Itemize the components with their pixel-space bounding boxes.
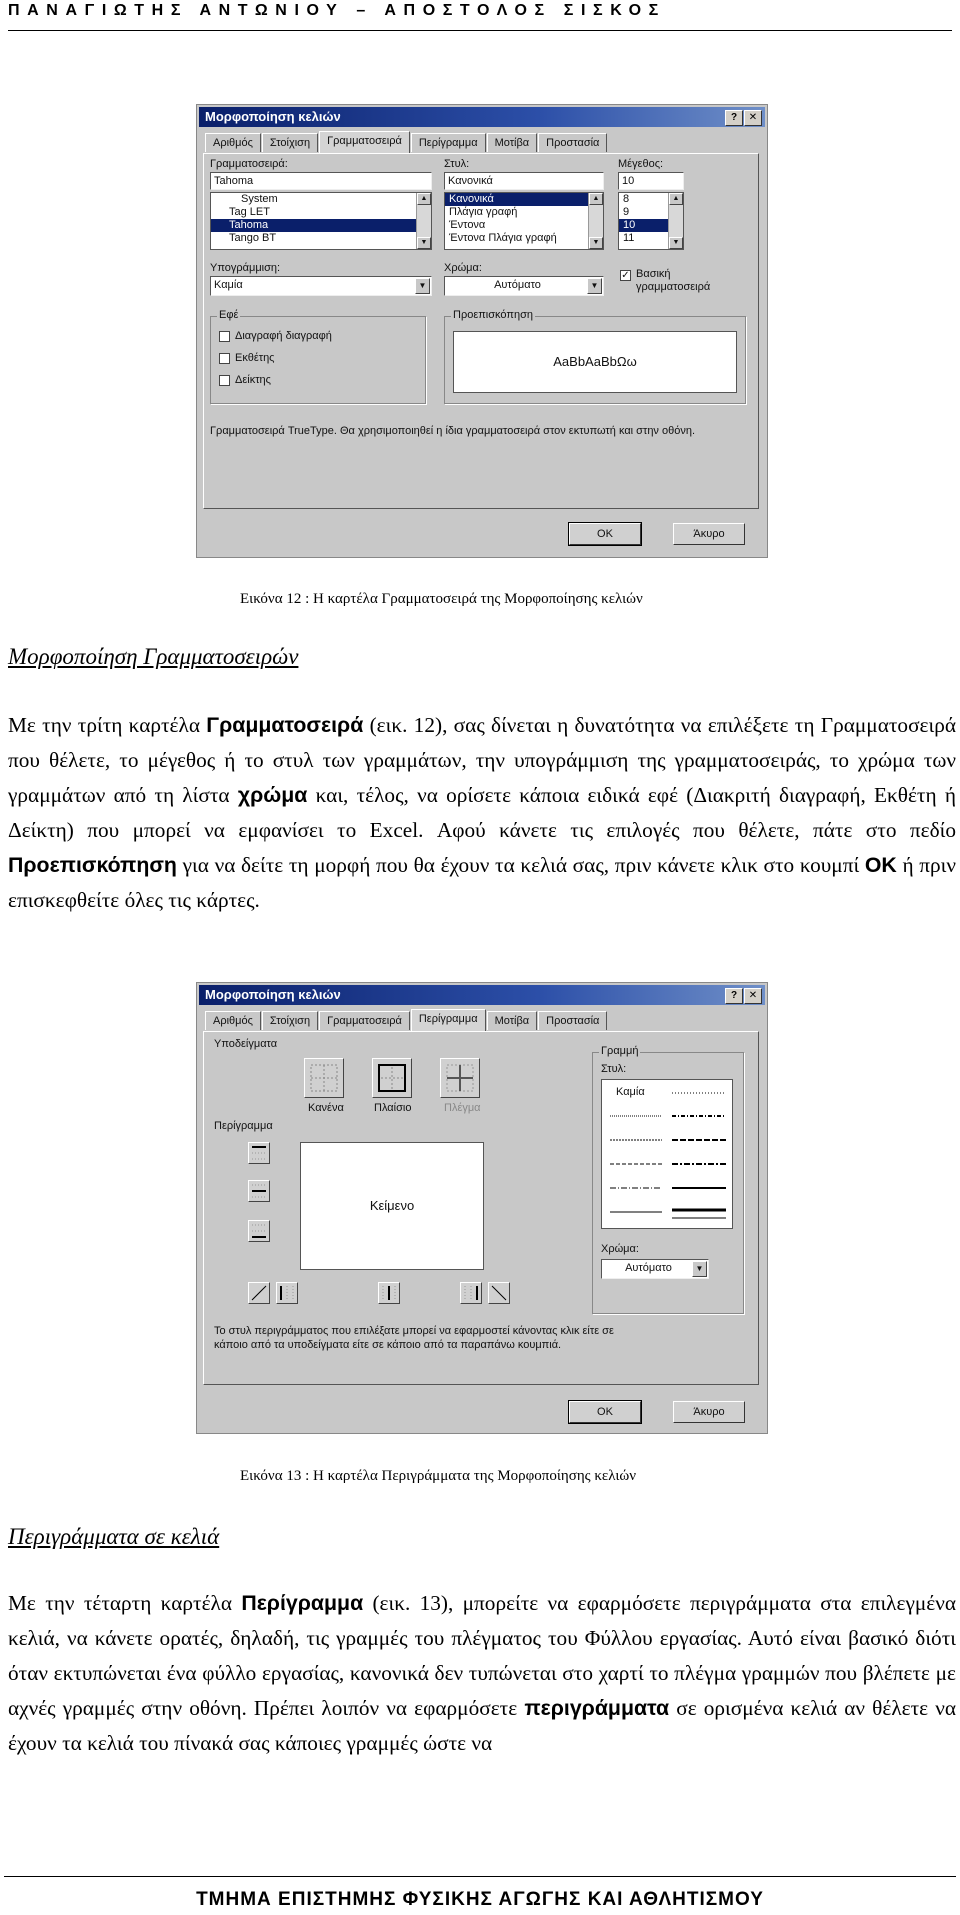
tab-strip — [205, 133, 608, 153]
text-run: Με την τρίτη καρτέλα — [8, 713, 207, 737]
chevron-down-icon[interactable]: ▼ — [587, 278, 602, 294]
border-left-button[interactable] — [276, 1282, 298, 1304]
diagonal-up-icon — [249, 1283, 269, 1303]
preset-inside-label: Πλέγμα — [444, 1102, 481, 1114]
close-icon[interactable]: ✕ — [744, 110, 762, 126]
scrollbar[interactable] — [416, 193, 431, 249]
chevron-down-icon[interactable]: ▼ — [415, 278, 430, 294]
size-label: Μέγεθος: — [618, 158, 664, 170]
font-input[interactable]: Tahoma — [210, 172, 432, 190]
text-run: (εικ. 12), σας δίνεται η δυνατότητα να επιλέξετε τη Γραμματοσειρά που θέλετε, το μέγεθος ή το στυλ των γραμμάτων, την υπογράμμιση της γραμματοσειράς, το χρώμα των γραμμάτων από τη λίστα — [8, 713, 957, 807]
style-label: Στυλ: — [444, 158, 470, 170]
border-top-button[interactable] — [248, 1142, 270, 1164]
text-run: και, τέλος, να ορίσετε κάποια ειδικά εφέ (Διακριτή διαγραφή, Εκθέτη ή Δείκτη) που μπορεί να εμφανίσει το Excel. Αφού κάνετε τις επιλογές που θέλετε, πάτε στο πεδίο — [8, 783, 956, 842]
bold-term: OK — [864, 853, 897, 877]
text-run: (εικ. 13), μπορείτε να εφαρμόσετε περιγράμματα στα επιλεγμένα κελιά, να κάνετε ορατές, δηλαδή, τις γραμμές του πλέγματος του Φύλλου εργασίας. Αυτό είναι βασικό διότι όταν εκτυπώνεται ένα φύλλο εργασίας, κανονικά δεν τυπώνεται στο χαρτί το πλέγμα γραμμών που βλέπετε με αχνές γραμμές στην οθόνη. Πρέπει λοιπόν να εφαρμόσετε — [8, 1591, 956, 1720]
paragraph-borders — [8, 1586, 956, 1761]
dialog-title: Μορφοποίηση κελιών — [205, 987, 341, 1002]
help-icon[interactable]: ? — [725, 988, 743, 1004]
preview-group — [444, 309, 746, 404]
list-item[interactable]: Έντονα Πλάγια γραφή — [449, 232, 557, 244]
tab-alignment[interactable]: Στοίχιση — [262, 133, 318, 152]
font-preview: AaBbAaBbΩω — [453, 331, 737, 393]
list-item-selected[interactable]: Κανονικά — [445, 193, 603, 206]
list-item[interactable]: 8 — [623, 193, 630, 205]
effects-label: Εφέ — [219, 309, 239, 321]
ok-button[interactable]: OK — [569, 523, 641, 545]
border-label: Περίγραμμα — [214, 1120, 273, 1132]
tab-font[interactable]: Γραμματοσειρά — [319, 1011, 410, 1030]
scroll-down-icon[interactable]: ▼ — [417, 237, 431, 249]
line-style-list[interactable] — [601, 1079, 733, 1229]
tab-border[interactable]: Περίγραμμα — [411, 1009, 486, 1031]
preset-outline-icon — [373, 1059, 411, 1097]
header-rule — [8, 30, 952, 31]
text-run: σε ορισμένα κελιά αν θέλετε να έχουν τα κελιά του πίνακά σας κάποιες γραμμές ώστε να — [8, 1696, 956, 1755]
color-label: Χρώμα: — [444, 262, 482, 274]
subscript-label: Δείκτης — [235, 374, 271, 386]
border-top-icon — [249, 1143, 269, 1163]
preset-inside-button[interactable] — [440, 1058, 480, 1098]
preview-label: Προεπισκόπηση — [453, 309, 533, 321]
size-listbox[interactable] — [618, 192, 684, 250]
border-bottom-icon — [249, 1221, 269, 1241]
tab-protection[interactable]: Προστασία — [538, 133, 607, 152]
border-bottom-button[interactable] — [248, 1220, 270, 1242]
scroll-up-icon[interactable]: ▲ — [669, 193, 683, 205]
underline-dropdown[interactable] — [210, 276, 432, 296]
tab-protection[interactable]: Προστασία — [538, 1011, 607, 1030]
line-color-value: Αυτόματο — [625, 1262, 672, 1274]
text-run: Με την τέταρτη καρτέλα — [8, 1591, 242, 1615]
border-info-text: Το στυλ περιγράμματος που επιλέξατε μπορεί να εφαρμοστεί κάνοντας κλικ είτε σε κάποιο από τα υποδείγματα είτε σε κάποιο από τα παραπάνω κουμπιά. — [214, 1325, 614, 1351]
chevron-down-icon[interactable]: ▼ — [692, 1261, 707, 1277]
bold-term: χρώμα — [237, 783, 308, 807]
border-middle-icon — [249, 1181, 269, 1201]
bold-term: Γραμματοσειρά — [206, 713, 364, 737]
border-center-button[interactable] — [378, 1282, 400, 1304]
bold-term: Προεπισκόπηση — [8, 853, 177, 877]
style-listbox[interactable] — [444, 192, 604, 250]
cancel-button[interactable]: Άκυρο — [673, 1401, 745, 1423]
effects-group — [210, 309, 426, 404]
tab-patterns[interactable]: Μοτίβα — [487, 1011, 538, 1030]
superscript-label: Εκθέτης — [235, 352, 275, 364]
list-item[interactable]: 11 — [623, 232, 635, 244]
font-listbox[interactable] — [210, 192, 432, 250]
border-right-icon — [461, 1283, 481, 1303]
tab-font[interactable]: Γραμματοσειρά — [319, 131, 410, 153]
border-preview-text: Κείμενο — [369, 1198, 415, 1213]
figure-13-dialog — [196, 982, 768, 1434]
border-left-icon — [277, 1283, 297, 1303]
cancel-button[interactable]: Άκυρο — [673, 523, 745, 545]
scroll-up-icon[interactable]: ▲ — [589, 193, 603, 205]
preset-none-label: Κανένα — [308, 1102, 344, 1114]
close-icon[interactable]: ✕ — [744, 988, 762, 1004]
tab-border[interactable]: Περίγραμμα — [411, 133, 486, 152]
border-preview[interactable] — [300, 1142, 484, 1270]
strikethrough-label: Διαγραφή διαγραφή — [235, 330, 332, 342]
footer-rule — [4, 1876, 956, 1877]
section-heading-fonts: Μορφοποίηση Γραμματοσειρών — [8, 644, 299, 669]
running-header: ΠΑΝΑΓΙΩΤΗΣ ΑΝΤΩΝΙΟΥ – ΑΠΟΣΤΟΛΟΣ ΣΙΣΚΟΣ — [8, 2, 666, 19]
style-input[interactable]: Κανονικά — [444, 172, 604, 190]
presets-label: Υποδείγματα — [214, 1038, 278, 1050]
border-tab-panel — [203, 1031, 759, 1385]
border-diag-down-button[interactable] — [488, 1282, 510, 1304]
underline-label: Υπογράμμιση: — [210, 262, 281, 274]
list-item-selected[interactable]: 10 — [619, 219, 683, 232]
line-styles-swatches — [602, 1080, 732, 1230]
help-icon[interactable]: ? — [725, 110, 743, 126]
line-color-label: Χρώμα: — [601, 1243, 639, 1255]
border-diag-up-button[interactable] — [248, 1282, 270, 1304]
bold-term: περιγράμματα — [524, 1696, 670, 1720]
figure-12-caption: Εικόνα 12 : Η καρτέλα Γραμματοσειρά της Μορφοποίησης κελιών — [240, 591, 643, 607]
tab-patterns[interactable]: Μοτίβα — [487, 133, 538, 152]
scroll-down-icon[interactable]: ▼ — [589, 237, 603, 249]
list-item[interactable]: Πλάγια γραφή — [449, 206, 518, 218]
line-group — [592, 1045, 744, 1314]
superscript-checkbox[interactable] — [219, 353, 230, 364]
scrollbar[interactable] — [588, 193, 603, 249]
bold-term: Περίγραμμα — [241, 1591, 364, 1615]
strikethrough-checkbox[interactable] — [219, 331, 230, 342]
list-item[interactable]: System — [241, 193, 278, 205]
tab-strip — [205, 1011, 608, 1031]
list-item[interactable]: Tango BT — [229, 232, 277, 244]
border-middle-button[interactable] — [248, 1180, 270, 1202]
figure-12-dialog — [196, 104, 768, 558]
line-label: Γραμμή — [601, 1045, 639, 1057]
figure-13-caption: Εικόνα 13 : Η καρτέλα Περιγράμματα της Μορφοποίησης κελιών — [240, 1468, 637, 1484]
line-style-label: Στυλ: — [601, 1063, 627, 1075]
underline-value: Καμία — [214, 279, 243, 291]
preset-inside-icon — [441, 1059, 479, 1097]
font-info-text: Γραμματοσειρά TrueType. Θα χρησιμοποιηθεί η ίδια γραμματοσειρά στον εκτυπωτή και στην οθόνη. — [210, 425, 696, 437]
size-input[interactable]: 10 — [618, 172, 684, 190]
normal-font-checkbox[interactable]: ✓ — [621, 270, 630, 281]
border-right-button[interactable] — [460, 1282, 482, 1304]
dialog-titlebar — [199, 985, 765, 1005]
color-value: Αυτόματο — [494, 279, 541, 291]
list-item-selected[interactable]: Tahoma — [211, 219, 431, 232]
text-run: για να δείτε τη μορφή που θα έχουν τα κελιά σας, πριν κάνετε κλικ στο κουμπί — [176, 853, 865, 877]
dialog-title: Μορφοποίηση κελιών — [205, 109, 341, 124]
footer-department: ΤΜΗΜΑ ΕΠΙΣΤΗΜΗΣ ΦΥΣΙΚΗΣ ΑΓΩΓΗΣ ΚΑΙ ΑΘΛΗΤΙΣΜΟΥ — [196, 1889, 764, 1910]
diagonal-down-icon — [489, 1283, 509, 1303]
tab-alignment[interactable]: Στοίχιση — [262, 1011, 318, 1030]
tab-number[interactable]: Αριθμός — [205, 133, 261, 152]
text-run: ή πριν επισκεφθείτε όλες τις κάρτες. — [8, 853, 956, 912]
preset-outline-button[interactable] — [372, 1058, 412, 1098]
line-color-dropdown[interactable] — [601, 1259, 709, 1279]
list-item[interactable]: Έντονα — [449, 219, 486, 231]
scroll-up-icon[interactable]: ▲ — [417, 193, 431, 205]
ok-button[interactable]: OK — [569, 1401, 641, 1423]
normal-font-label: Βασική γραμματοσειρά — [636, 268, 711, 293]
scroll-down-icon[interactable]: ▼ — [669, 237, 683, 249]
preset-none-icon — [305, 1059, 343, 1097]
font-label: Γραμματοσειρά: — [210, 158, 288, 170]
color-dropdown[interactable] — [444, 276, 604, 296]
line-style-none[interactable]: Καμία — [616, 1086, 645, 1098]
preset-outline-label: Πλαίσιο — [374, 1102, 412, 1114]
preset-none-button[interactable] — [304, 1058, 344, 1098]
border-center-icon — [379, 1283, 399, 1303]
font-tab-panel — [203, 153, 759, 509]
section-heading-borders: Περιγράμματα σε κελιά — [8, 1524, 220, 1549]
paragraph-fonts — [8, 708, 956, 918]
tab-number[interactable]: Αριθμός — [205, 1011, 261, 1030]
dialog-titlebar — [199, 107, 765, 127]
list-item[interactable]: 9 — [623, 206, 630, 218]
list-item[interactable]: Tag LET — [229, 206, 270, 218]
subscript-checkbox[interactable] — [219, 375, 230, 386]
scrollbar[interactable] — [668, 193, 683, 249]
